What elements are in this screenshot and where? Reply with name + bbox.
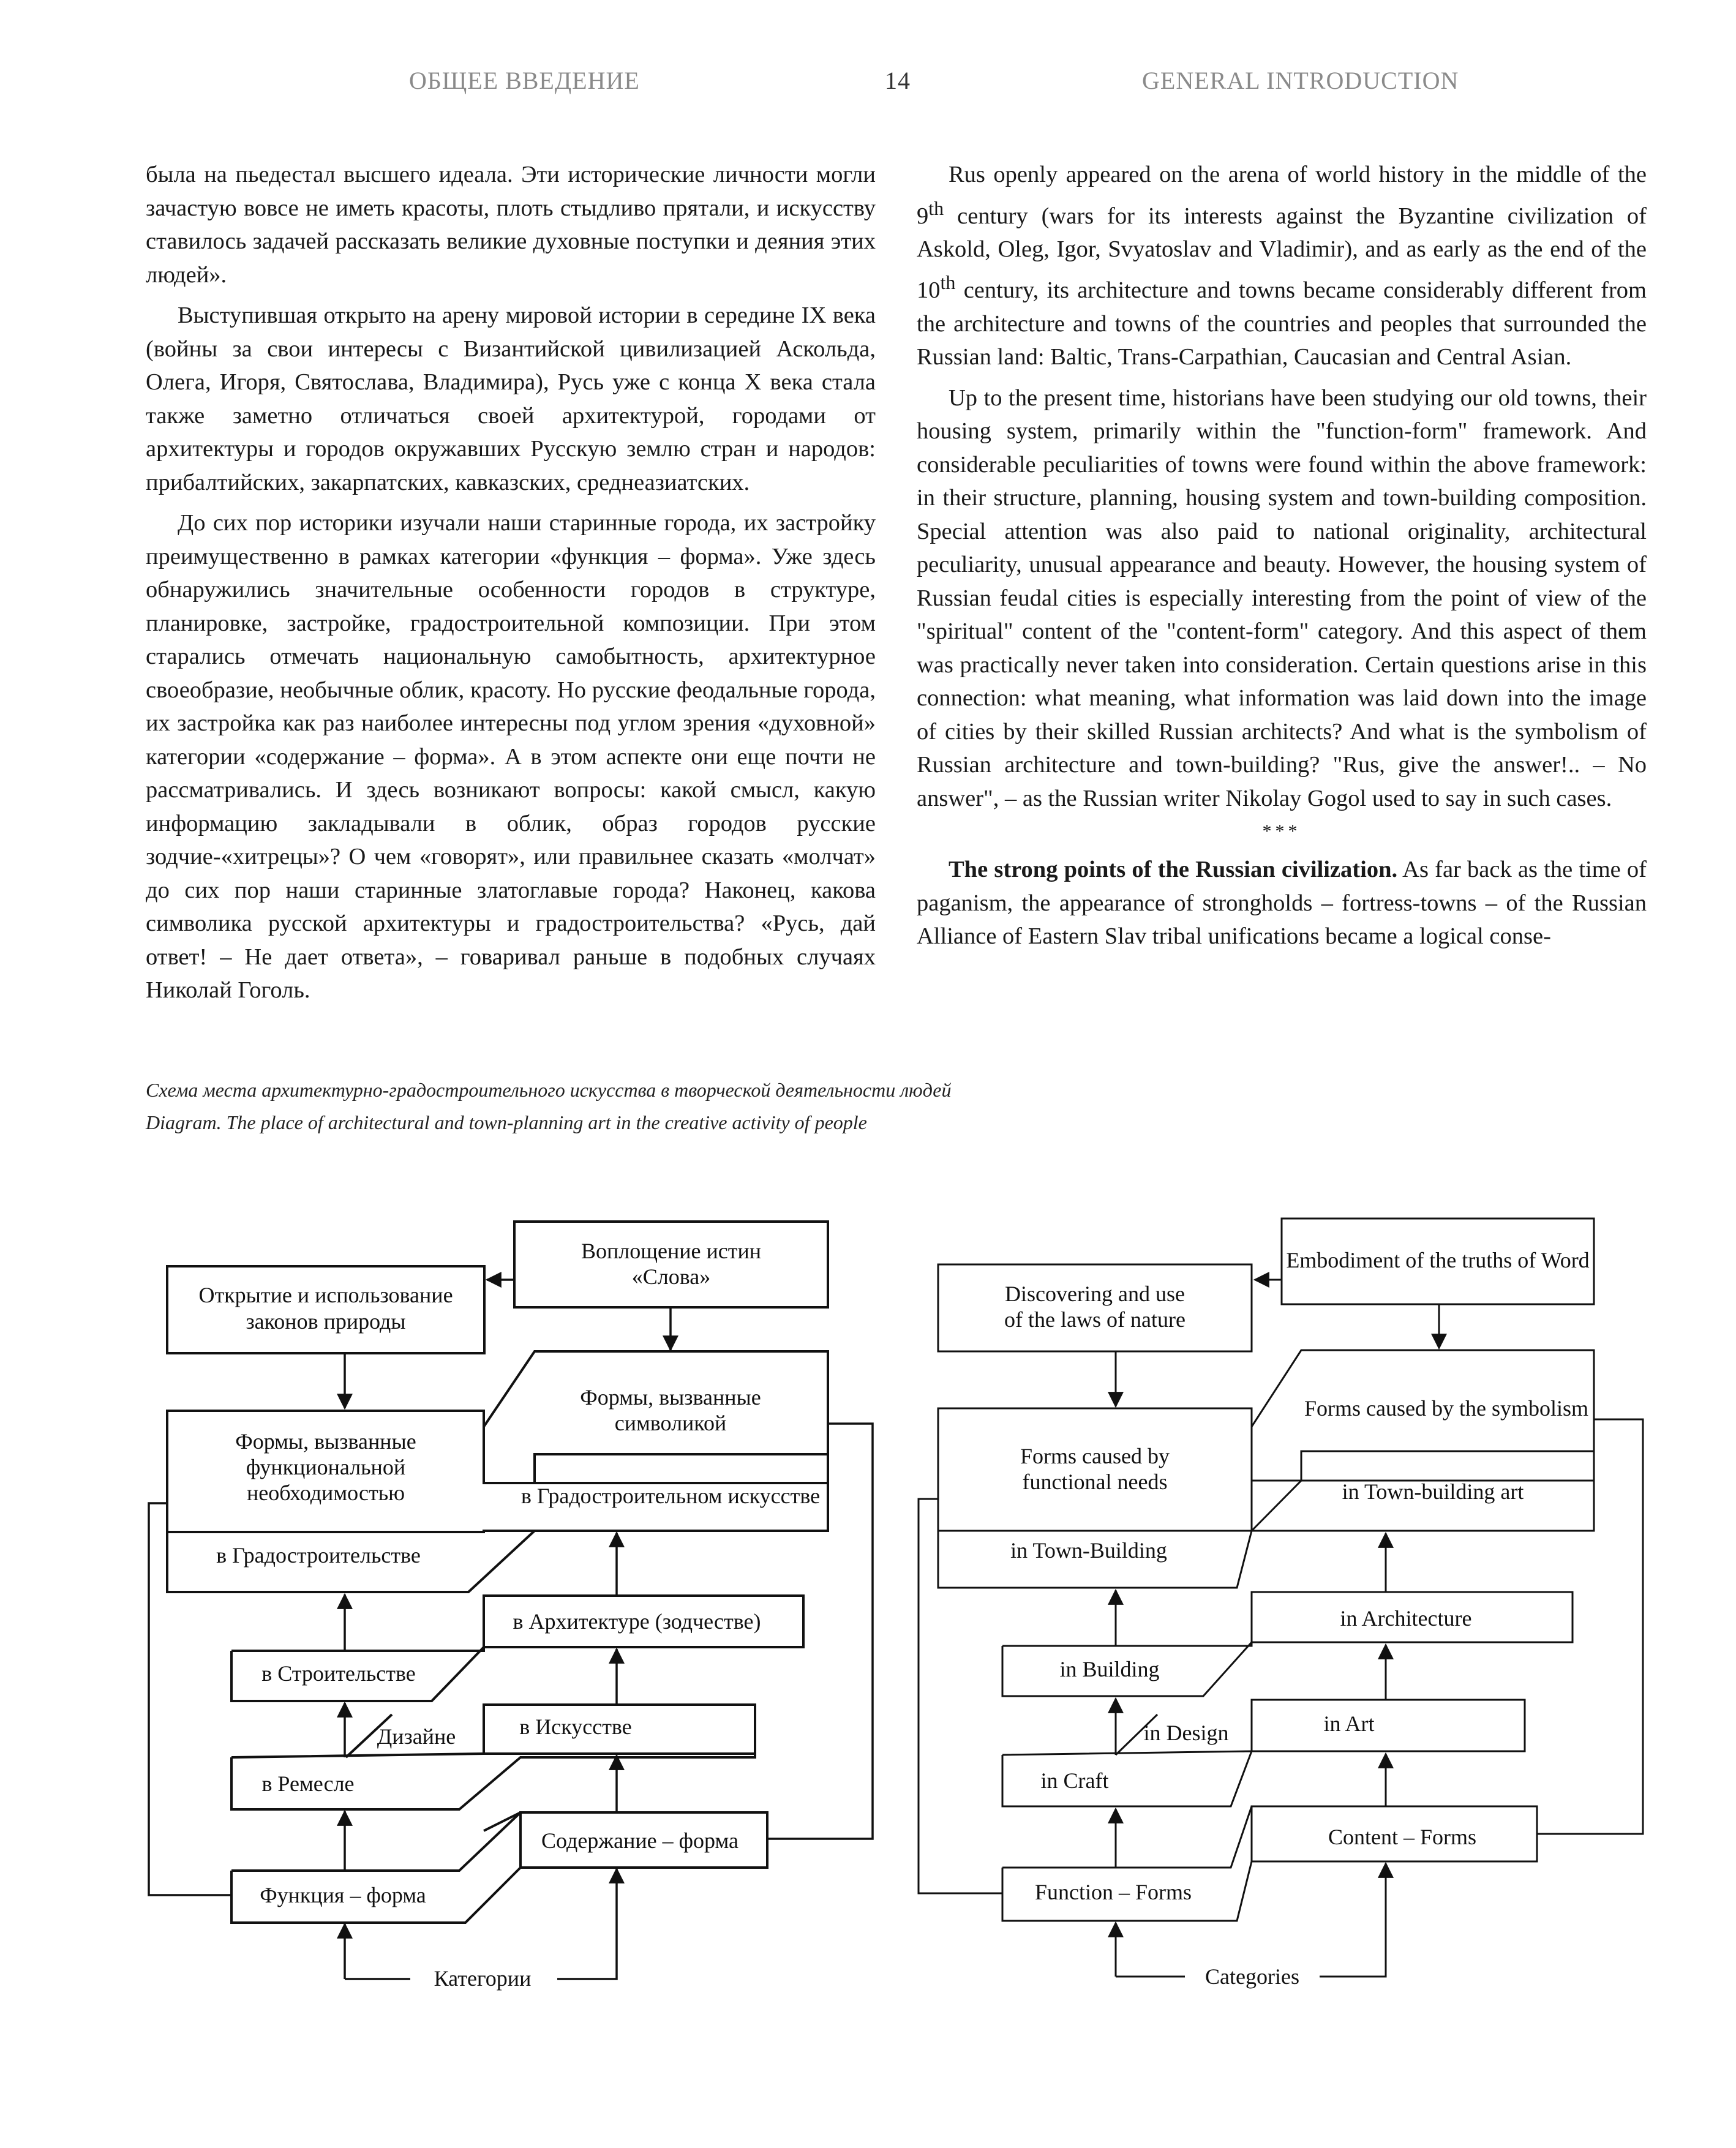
label-architecture: в Архитектуре (зодчестве) <box>513 1609 761 1634</box>
label-discover-1: Discovering and use <box>1005 1282 1185 1306</box>
diagram-english-labels <box>1004 1248 1590 1989</box>
label-town-building-art: in Town-building art <box>1342 1479 1524 1504</box>
label-symbolism-1: Формы, вызванные <box>580 1385 761 1410</box>
section-heading: The strong points of the Russian civilization. <box>949 857 1398 883</box>
label-function-form: Функция – форма <box>260 1883 426 1907</box>
label-craft: в Ремесле <box>261 1771 355 1796</box>
label-categories: Категории <box>434 1966 532 1991</box>
diagram-caption-en: Diagram. The place of architectural and town-planning art in the creative activity of people <box>146 1111 867 1133</box>
page-number: 14 <box>885 67 911 94</box>
label-town-building-art: в Градостроительном искусстве <box>520 1484 821 1508</box>
label-functional-1: Формы, вызванные <box>235 1429 416 1454</box>
diagram-english <box>919 1219 1643 1977</box>
label-town-building: in Town-Building <box>1010 1538 1167 1563</box>
box-art <box>1252 1700 1525 1751</box>
paragraph: Up to the present time, historians have been studying our old towns, their housing system, primarily within the "function-form" framework. And considerable peculiarities of towns were found within the above framework: in their structure, planning, housing system and town-building composition. Special attention was also paid to national originality, architectural peculiarity, unusual appearance and beauty. However, the housing system of Russian feudal cities is especially interesting from the point of view of the "spiritual" content of the "content-form" category. And this aspect of them was practically never taken into consideration. Certain questions arise in this connection: what meaning, what information was laid down into the image of cities by their skilled Russian architects? And what is the symbolism of Russian architecture and town-building? "Rus, give the answer!.. – No answer", – as the Russian writer Nikolay Gogol used to say in such cases. <box>917 385 1647 811</box>
paragraph: Выступившая открыто на арену мировой истории в середине IX века (войны за свои интересы с Византийской цивилизацией Аскольда, Олега, Игоря, Святослава, Владимира), Русь уже с конца X века стала также заметно отличаться своей архитектурой, городами от архитектуры и городов окружавших Русскую землю стран и народов: прибалтийских, закарпатских, кавказских, среднеазиатских. <box>146 302 876 495</box>
running-header-right: GENERAL INTRODUCTION <box>1142 67 1459 94</box>
label-discover-2: of the laws of nature <box>1004 1307 1186 1332</box>
label-art: in Art <box>1323 1711 1375 1736</box>
label-functional-3: необходимостью <box>246 1481 405 1505</box>
diagram-russian <box>149 1222 873 1979</box>
label-functional-2: functional needs <box>1022 1470 1168 1494</box>
label-functional-2: функциональной <box>246 1455 406 1479</box>
label-symbolism-2: символикой <box>614 1411 727 1435</box>
label-embodiment-2: «Слова» <box>631 1264 711 1289</box>
section-separator: *** <box>1262 821 1301 842</box>
paragraph: The strong points of the Russian civilization. As far back as the time of paganism, the appearance of strongholds – fortress-towns – of the Russian Alliance of Eastern Slav tribal unifications became a logical conse- <box>917 857 1647 950</box>
label-content-form: Содержание – форма <box>541 1828 738 1853</box>
paragraph: Rus openly appeared on the arena of world history in the middle of the 9th century (wars for its interests against the Byzantine civilization of Askold, Oleg, Igor, Svyatoslav and Vladimir), and as early as the end of the 10th century, its architecture and towns became considerably different from the architecture and towns of the countries and peoples that surrounded the Russian land: Baltic, Trans-Carpathian, Caucasian and Central Asian. <box>917 162 1647 370</box>
label-craft: in Craft <box>1040 1768 1109 1793</box>
label-building: в Строительстве <box>261 1661 416 1686</box>
label-symbolism: Forms caused by the symbolism <box>1304 1396 1588 1421</box>
label-embodiment-1: Воплощение истин <box>581 1239 761 1263</box>
label-design: Дизайне <box>377 1724 456 1749</box>
label-categories: Categories <box>1205 1964 1299 1989</box>
paragraph: была на пьедестал высшего идеала. Эти исторические личности могли зачастую вовсе не иметь красоты, плоть стыдливо прятали, и искусству ставилось задачей рассказать великие духовные поступки и деяния этих людей». <box>146 162 876 288</box>
box-craft <box>1002 1751 1252 1806</box>
label-function-forms: Function – Forms <box>1034 1880 1192 1904</box>
label-building: in Building <box>1059 1657 1160 1681</box>
running-header-left: ОБЩЕЕ ВВЕДЕНИЕ <box>409 67 640 94</box>
label-functional-1: Forms caused by <box>1020 1444 1170 1468</box>
label-art: в Искусстве <box>519 1714 632 1739</box>
label-discover-2: законов природы <box>246 1309 406 1334</box>
paragraph: До сих пор историки изучали наши старинные города, их застройку преимущественно в рамках категории «функция – форма». Уже здесь обнаружились значительные особенности городов в структуре, планировке, застройке, градостроительной композиции. При этом старались отмечать национальную самобытность, архитектурное своеобразие, необычные облик, красоту. Но русские феодальные города, их застройка как раз наиболее интересны под углом зрения «духовной» категории «содержание – форма». А в этом аспекте они еще почти не рассматривались. И здесь возникают вопросы: какой смысл, какую информацию закладывали в облик, образ городов русские зодчие-«хитрецы»? О чем «говорят», или правильнее сказать «молчат» до сих пор наши старинные златоглавые города? Наконец, какова символика русской архитектуры и градостроительства? «Русь, дай ответ! – Не дает ответа», – говаривал раньше в подобных случаях Николай Гоголь. <box>146 510 876 1003</box>
label-discover-1: Открытие и использование <box>198 1283 453 1307</box>
diagram-caption-ru: Схема места архитектурно-градостроительного искусства в творческой деятельности людей <box>146 1079 952 1101</box>
label-architecture: in Architecture <box>1340 1606 1472 1631</box>
label-embodiment: Embodiment of the truths of Word <box>1286 1248 1590 1272</box>
label-design: in Design <box>1143 1721 1229 1745</box>
label-content-forms: Content – Forms <box>1328 1825 1477 1849</box>
label-town-building: в Градостроительстве <box>216 1543 421 1568</box>
